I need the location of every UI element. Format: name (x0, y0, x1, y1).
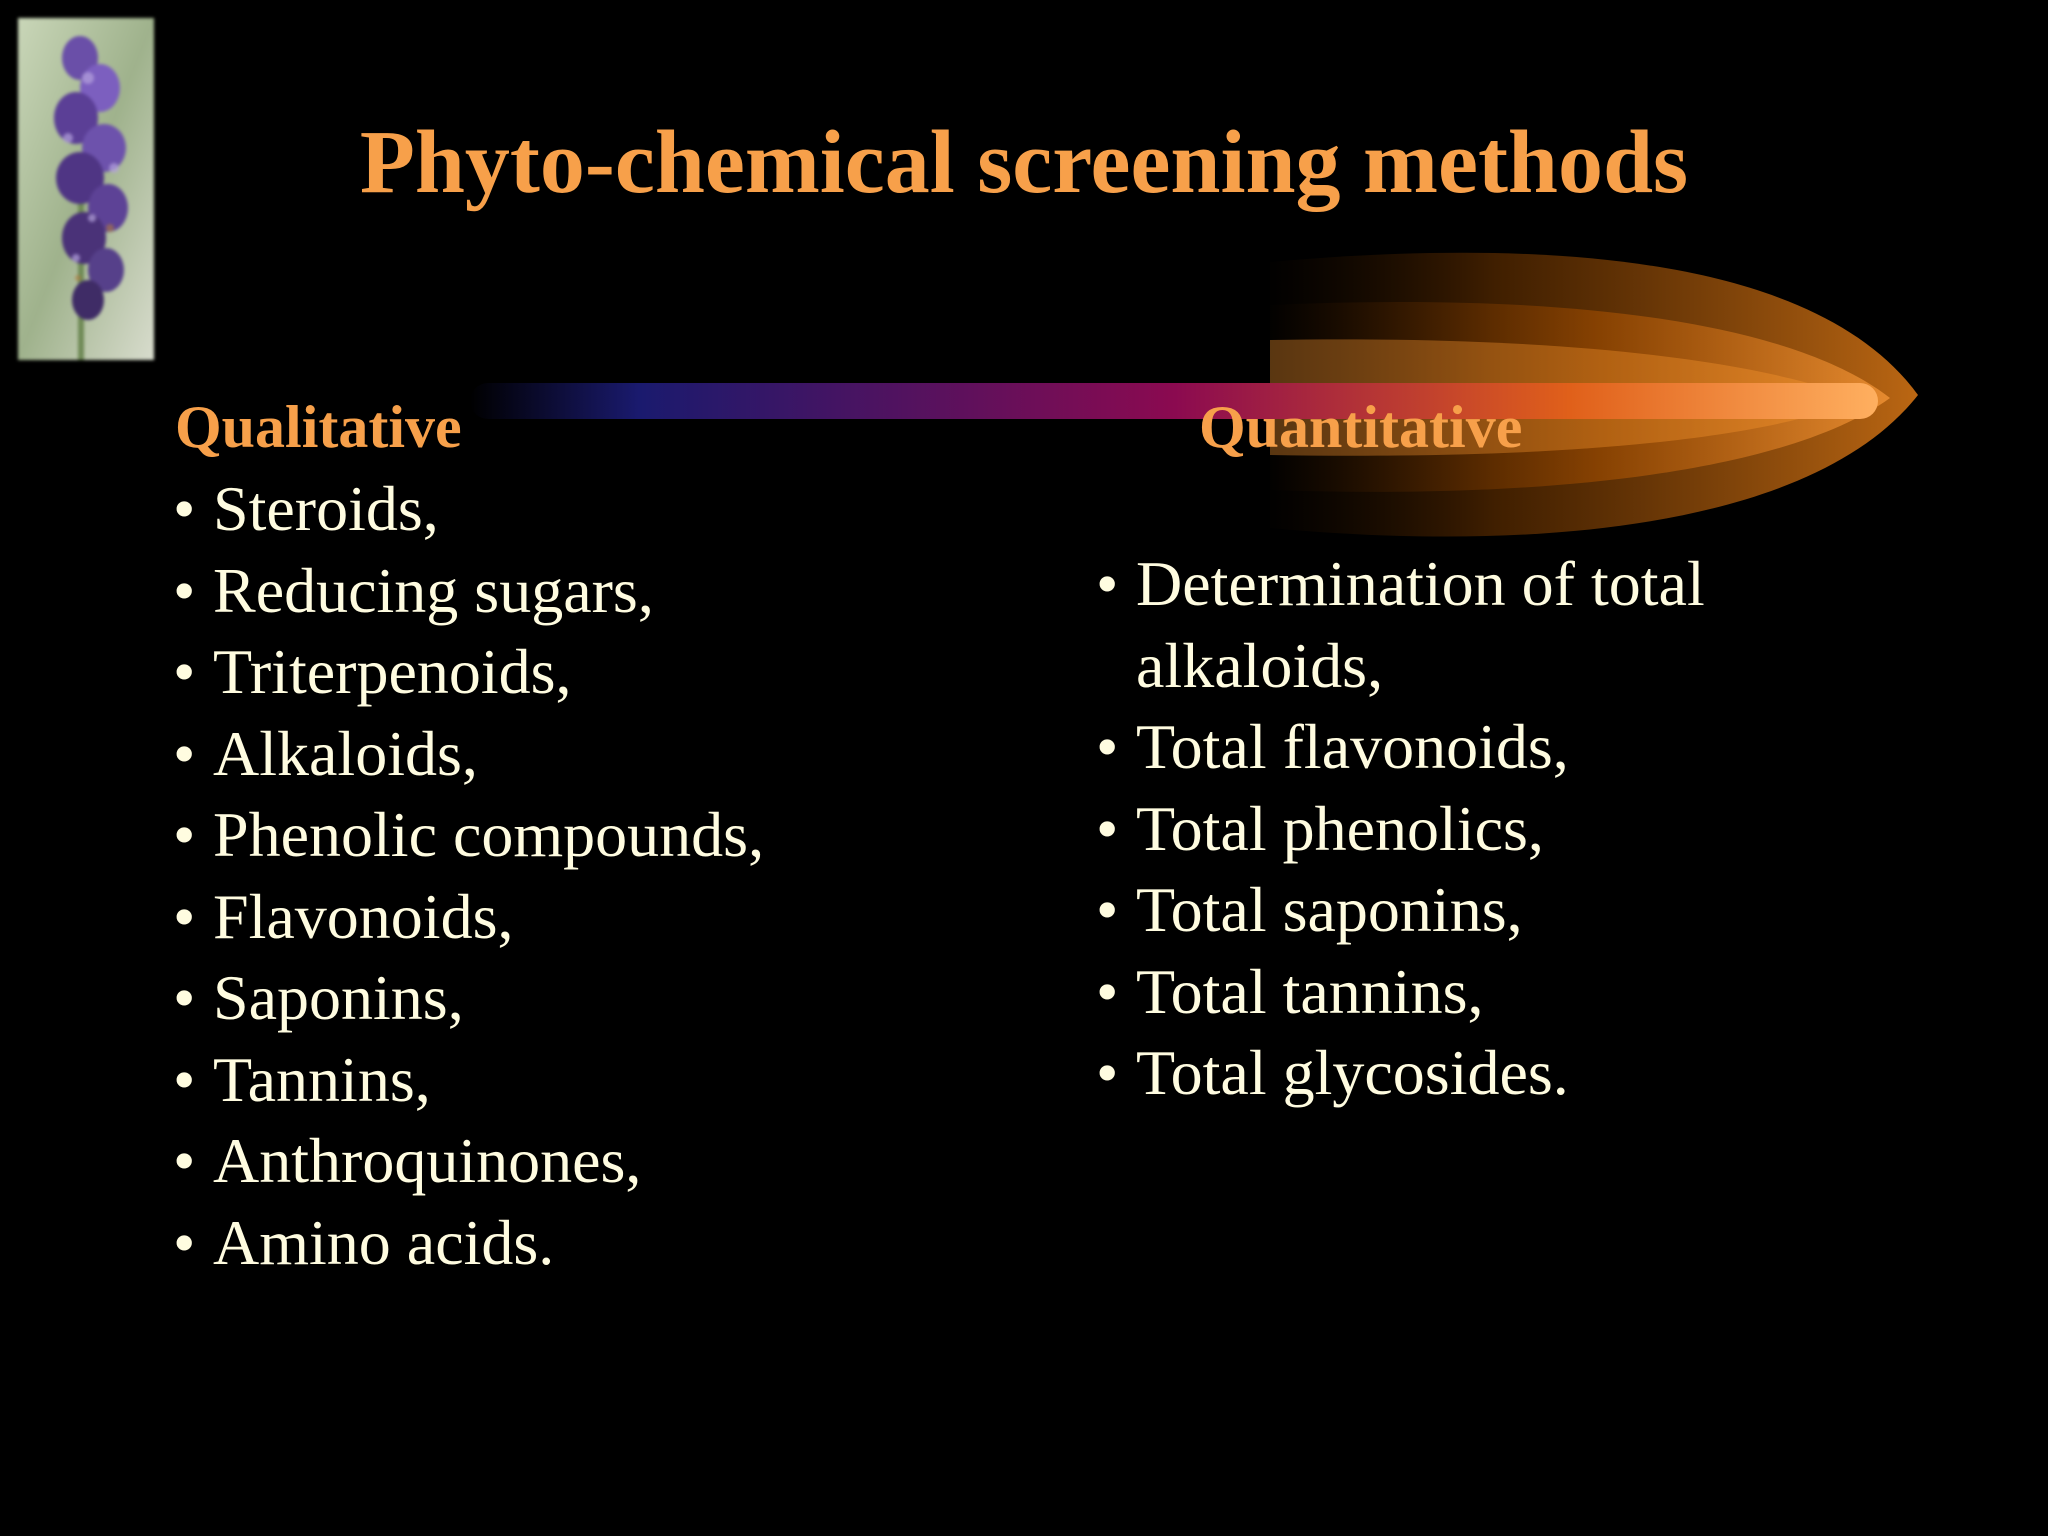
bullet: • (173, 554, 196, 626)
list-item: • Flavonoids, (173, 876, 764, 958)
bullet: • (173, 962, 196, 1033)
bullet: • (1096, 548, 1119, 619)
bullet: • (1096, 874, 1119, 945)
bullet: • (173, 636, 196, 707)
bullet: • (173, 799, 196, 870)
list-item: • Phenolic compounds, (173, 794, 764, 876)
bullet: • (173, 473, 196, 544)
qualitative-heading: Qualitative (175, 394, 462, 460)
bullet: • (1096, 711, 1119, 782)
bullet: • (173, 1206, 196, 1278)
bullet: • (173, 1125, 196, 1196)
quantitative-list (1096, 543, 1856, 1114)
list-item: • Total flavonoids, (1096, 706, 1856, 788)
list-item: • Total phenolics, (1096, 788, 1856, 870)
list-item: • Determination of total alkaloids, (1096, 543, 1856, 706)
list-item: • Reducing sugars, (173, 550, 764, 632)
bullet: • (173, 717, 196, 789)
list-item: • Steroids, (173, 468, 764, 550)
list-item: • Triterpenoids, (173, 631, 764, 713)
list-item: • Anthroquinones, (173, 1120, 764, 1202)
bullet: • (173, 1043, 196, 1115)
bullet: • (1096, 1037, 1119, 1108)
bullet: • (173, 880, 196, 952)
bullet: • (1096, 955, 1119, 1027)
list-item: • Amino acids. (173, 1202, 764, 1284)
quantitative-heading: Quantitative (1199, 394, 1523, 460)
list-item: • Tannins, (173, 1039, 764, 1121)
list-item: • Total saponins, (1096, 869, 1856, 951)
list-item: • Saponins, (173, 957, 764, 1039)
list-item: • Total tannins, (1096, 951, 1856, 1033)
slide-title: Phyto-chemical screening methods (359, 113, 1689, 212)
list-item: • Alkaloids, (173, 713, 764, 795)
list-item: • Total glycosides. (1096, 1032, 1856, 1114)
qualitative-list (173, 468, 764, 1283)
bullet: • (1096, 792, 1119, 864)
